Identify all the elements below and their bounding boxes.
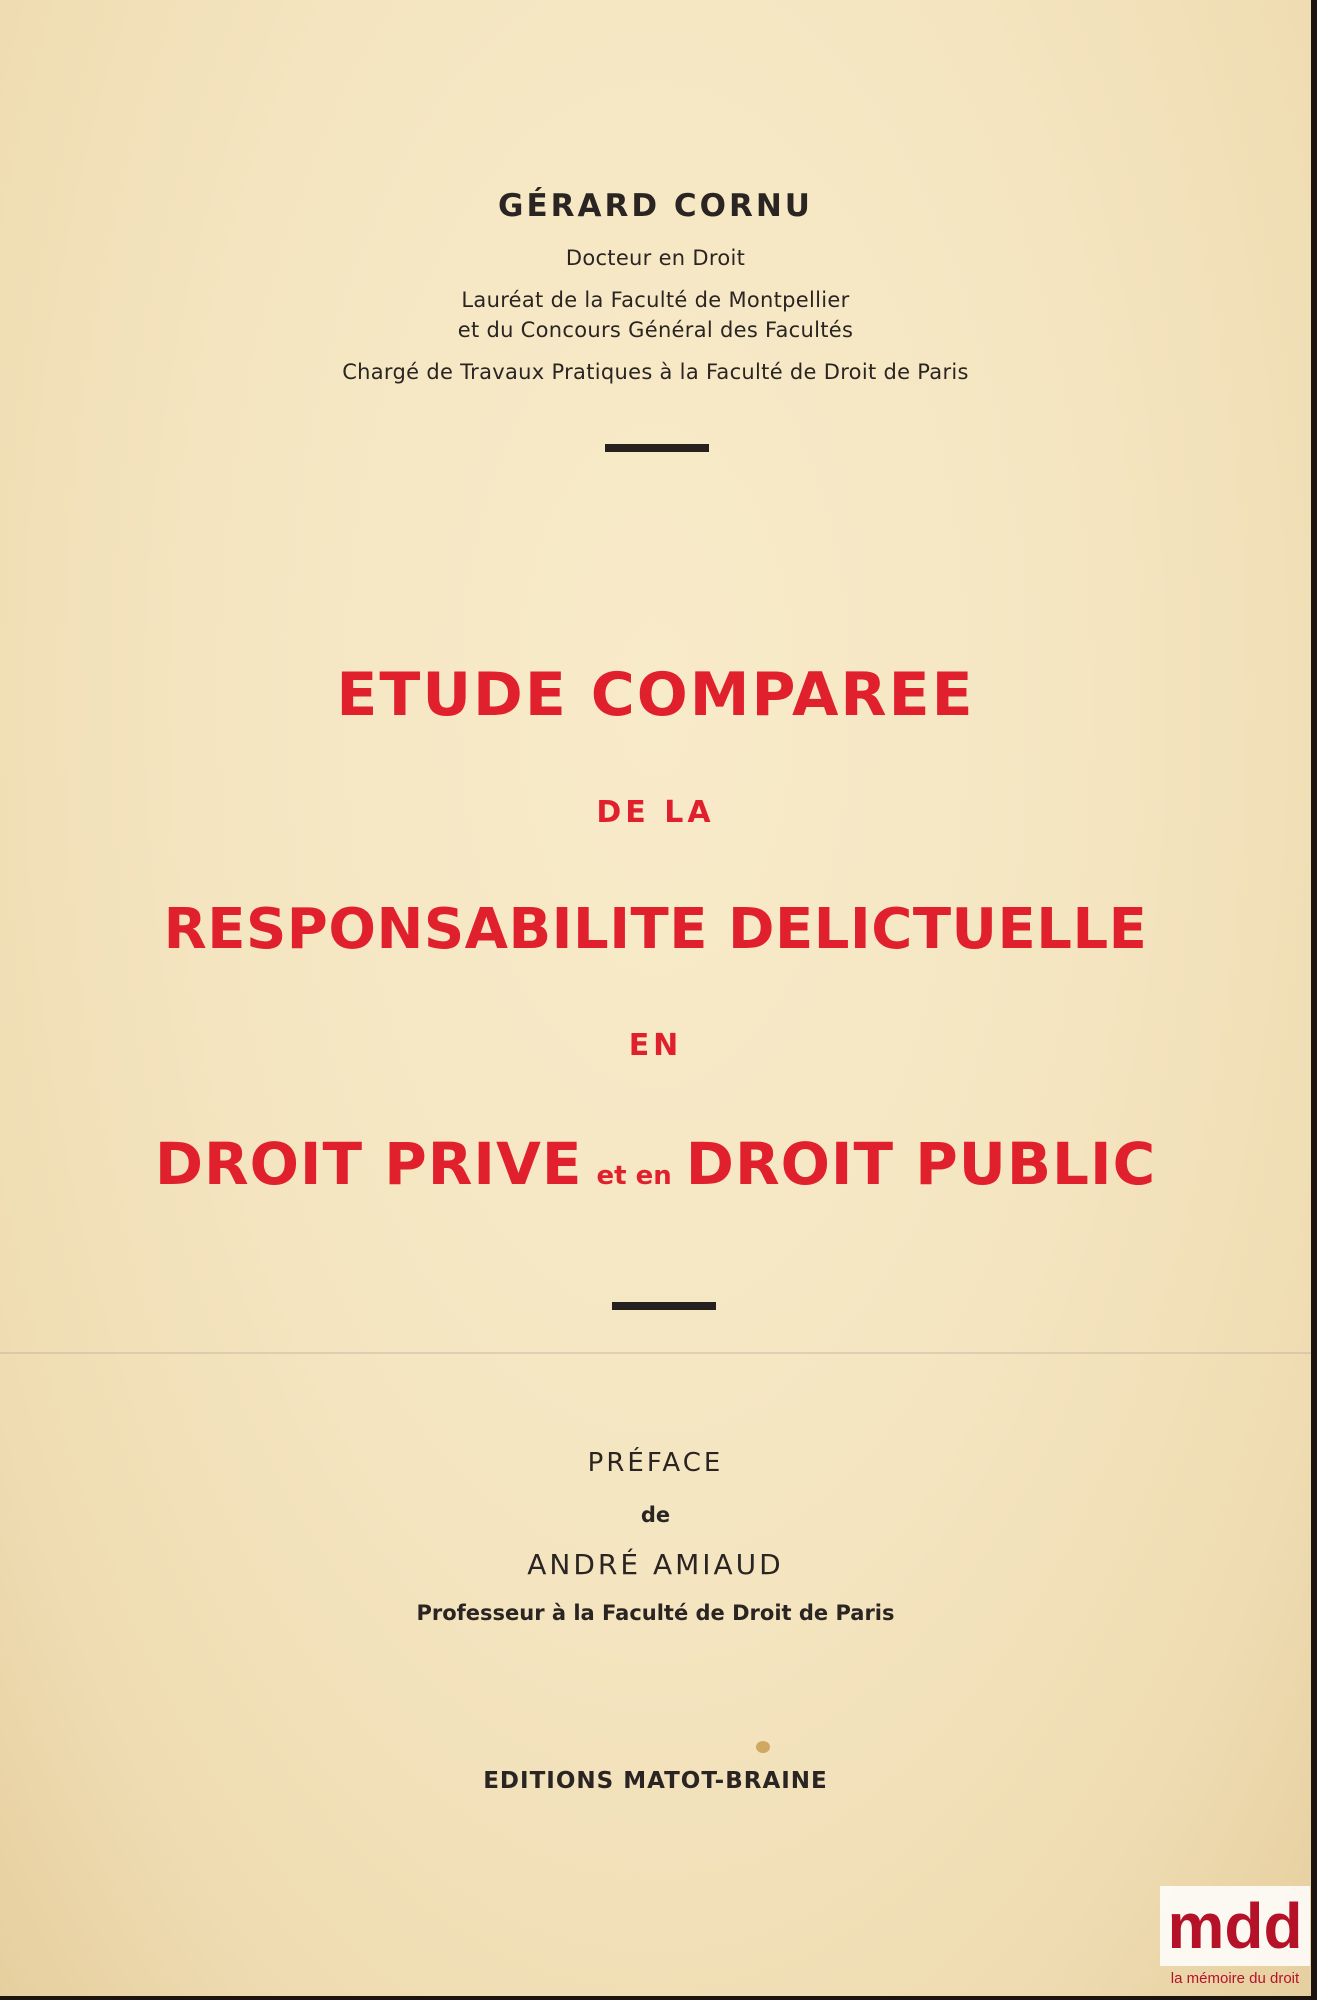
preface-de: de [640, 1503, 671, 1527]
mdd-logo-caption: la mémoire du droit [1170, 1970, 1300, 1987]
title-line-4: EN [628, 1028, 683, 1063]
author-name: GÉRARD CORNU [498, 188, 813, 224]
mdd-logo-letters: mdd [1167, 1890, 1303, 1962]
paper-stain [756, 1741, 770, 1753]
title-droit-public: DROIT PUBLIC [685, 1130, 1157, 1198]
cover-fold-line [0, 1352, 1311, 1354]
author-award-line-1: Lauréat de la Faculté de Montpellier [461, 288, 850, 312]
mdd-logo [1160, 1886, 1310, 1996]
preface-author-name: ANDRÉ AMIAUD [527, 1548, 784, 1581]
author-degree: Docteur en Droit [565, 246, 746, 270]
title-line-5 [0, 1130, 1311, 1198]
title-line-1: ETUDE COMPAREE [336, 660, 975, 730]
mdd-logo-icon [1160, 1886, 1310, 1966]
author-position: Chargé de Travaux Pratiques à la Faculté de Droit de Paris [342, 360, 969, 384]
title-line-2: DE LA [596, 795, 715, 830]
divider-bottom [612, 1302, 716, 1310]
preface-label: PRÉFACE [587, 1448, 724, 1478]
divider-top [605, 444, 709, 452]
title-line-3: RESPONSABILITE DELICTUELLE [163, 897, 1148, 962]
publisher-name: EDITIONS MATOT-BRAINE [483, 1768, 828, 1794]
author-award-line-2: et du Concours Général des Facultés [457, 318, 854, 342]
title-joiner: et en [596, 1161, 672, 1191]
title-droit-prive: DROIT PRIVE [154, 1130, 583, 1198]
preface-author-role: Professeur à la Faculté de Droit de Paris [416, 1601, 895, 1625]
